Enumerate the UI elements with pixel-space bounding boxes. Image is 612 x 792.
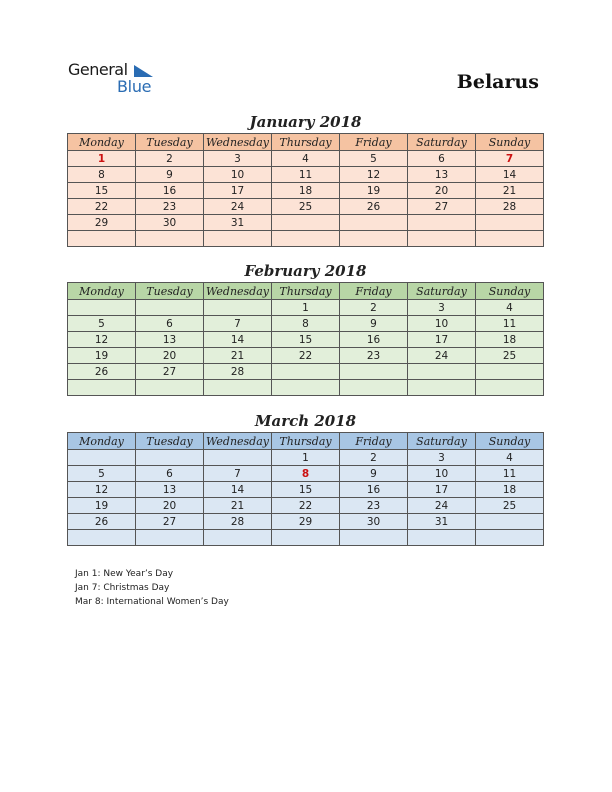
day-cell [136, 450, 204, 466]
day-cell [408, 231, 476, 247]
day-cell: 13 [136, 332, 204, 348]
day-cell: 25 [476, 498, 544, 514]
day-cell: 3 [408, 300, 476, 316]
day-cell [340, 530, 408, 546]
day-cell: 28 [476, 199, 544, 215]
day-cell: 1 [272, 450, 340, 466]
day-cell: 22 [272, 348, 340, 364]
calendar-table [67, 432, 544, 546]
day-cell [204, 450, 272, 466]
weekday-header-saturday: Saturday [408, 134, 476, 151]
day-cell: 4 [476, 300, 544, 316]
day-cell: 5 [68, 466, 136, 482]
weekday-header-friday: Friday [340, 433, 408, 450]
day-cell [272, 231, 340, 247]
day-cell [408, 364, 476, 380]
day-cell: 4 [272, 151, 340, 167]
weekday-header-friday: Friday [340, 134, 408, 151]
day-cell: 18 [476, 332, 544, 348]
brand-logo [68, 60, 168, 96]
weekday-header-wednesday: Wednesday [204, 433, 272, 450]
month-february [67, 261, 544, 396]
week-row [68, 380, 544, 396]
day-cell: 24 [408, 348, 476, 364]
day-cell: 2 [340, 300, 408, 316]
day-cell: 12 [340, 167, 408, 183]
holiday-note: Jan 1: New Year’s Day [75, 569, 174, 579]
day-cell: 18 [476, 482, 544, 498]
day-cell: 14 [476, 167, 544, 183]
day-cell [476, 231, 544, 247]
day-cell: 31 [204, 215, 272, 231]
day-cell: 28 [204, 514, 272, 530]
weekday-header-sunday: Sunday [476, 134, 544, 151]
day-cell: 10 [408, 466, 476, 482]
day-cell: 22 [272, 498, 340, 514]
day-cell: 13 [136, 482, 204, 498]
day-cell: 16 [136, 183, 204, 199]
day-cell: 10 [408, 316, 476, 332]
weekday-header-monday: Monday [68, 134, 136, 151]
day-cell [340, 364, 408, 380]
day-cell: 21 [204, 348, 272, 364]
day-cell: 4 [476, 450, 544, 466]
day-cell: 26 [68, 514, 136, 530]
week-row [68, 466, 544, 482]
day-cell: 2 [340, 450, 408, 466]
logo-word-blue: Blue [117, 77, 152, 96]
day-cell: 17 [204, 183, 272, 199]
day-cell: 5 [68, 316, 136, 332]
day-cell: 23 [340, 498, 408, 514]
weekday-header-row [68, 134, 544, 151]
day-cell: 8 [68, 167, 136, 183]
month-january [67, 112, 544, 247]
calendar-body [68, 450, 544, 546]
day-cell: 16 [340, 482, 408, 498]
day-cell: 19 [68, 348, 136, 364]
week-row [68, 348, 544, 364]
day-cell: 1 [68, 151, 136, 167]
day-cell: 27 [136, 364, 204, 380]
day-cell: 9 [136, 167, 204, 183]
day-cell: 20 [136, 348, 204, 364]
calendar-body [68, 300, 544, 396]
day-cell [136, 530, 204, 546]
day-cell [68, 450, 136, 466]
day-cell [204, 530, 272, 546]
day-cell: 7 [204, 316, 272, 332]
week-row [68, 514, 544, 530]
holiday-notes [75, 567, 229, 609]
day-cell [272, 530, 340, 546]
day-cell: 28 [204, 364, 272, 380]
day-cell [68, 380, 136, 396]
day-cell: 1 [272, 300, 340, 316]
day-cell: 14 [204, 482, 272, 498]
day-cell: 2 [136, 151, 204, 167]
day-cell: 8 [272, 316, 340, 332]
logo-word-general: General [68, 60, 128, 79]
day-cell: 26 [68, 364, 136, 380]
day-cell: 25 [476, 348, 544, 364]
day-cell [476, 514, 544, 530]
day-cell: 20 [136, 498, 204, 514]
logo-triangle-icon [132, 64, 154, 78]
day-cell: 23 [340, 348, 408, 364]
weekday-header-thursday: Thursday [272, 134, 340, 151]
day-cell [68, 231, 136, 247]
day-cell: 24 [204, 199, 272, 215]
week-row [68, 498, 544, 514]
day-cell: 21 [476, 183, 544, 199]
day-cell [408, 530, 476, 546]
month-title: February 2018 [244, 262, 367, 280]
day-cell: 12 [68, 332, 136, 348]
weekday-header-saturday: Saturday [408, 283, 476, 300]
day-cell [68, 300, 136, 316]
weekday-header-thursday: Thursday [272, 433, 340, 450]
day-cell: 25 [272, 199, 340, 215]
day-cell: 13 [408, 167, 476, 183]
day-cell: 15 [68, 183, 136, 199]
month-title: January 2018 [249, 113, 362, 131]
day-cell: 6 [408, 151, 476, 167]
day-cell [204, 300, 272, 316]
day-cell [476, 215, 544, 231]
calendar-table [67, 282, 544, 396]
week-row [68, 450, 544, 466]
day-cell [340, 380, 408, 396]
day-cell [272, 215, 340, 231]
week-row [68, 183, 544, 199]
weekday-header-saturday: Saturday [408, 433, 476, 450]
weekday-header-friday: Friday [340, 283, 408, 300]
day-cell [68, 530, 136, 546]
week-row [68, 300, 544, 316]
day-cell [408, 215, 476, 231]
day-cell [340, 215, 408, 231]
weekday-header-monday: Monday [68, 433, 136, 450]
weekday-header-tuesday: Tuesday [136, 283, 204, 300]
day-cell: 11 [272, 167, 340, 183]
day-cell: 7 [204, 466, 272, 482]
week-row [68, 151, 544, 167]
weekday-header-thursday: Thursday [272, 283, 340, 300]
day-cell: 27 [408, 199, 476, 215]
day-cell: 15 [272, 332, 340, 348]
day-cell [408, 380, 476, 396]
day-cell: 3 [408, 450, 476, 466]
weekday-header-wednesday: Wednesday [204, 134, 272, 151]
weekday-header-wednesday: Wednesday [204, 283, 272, 300]
day-cell [476, 530, 544, 546]
day-cell: 11 [476, 466, 544, 482]
day-cell: 9 [340, 316, 408, 332]
week-row [68, 199, 544, 215]
week-row [68, 167, 544, 183]
weekday-header-sunday: Sunday [476, 433, 544, 450]
day-cell: 19 [68, 498, 136, 514]
weekday-header-row [68, 433, 544, 450]
day-cell: 31 [408, 514, 476, 530]
weekday-header-monday: Monday [68, 283, 136, 300]
day-cell: 5 [340, 151, 408, 167]
day-cell: 16 [340, 332, 408, 348]
day-cell: 14 [204, 332, 272, 348]
day-cell: 17 [408, 332, 476, 348]
day-cell: 30 [136, 215, 204, 231]
day-cell: 30 [340, 514, 408, 530]
month-title: March 2018 [254, 412, 357, 430]
week-row [68, 231, 544, 247]
day-cell [136, 380, 204, 396]
day-cell: 19 [340, 183, 408, 199]
day-cell: 15 [272, 482, 340, 498]
day-cell: 8 [272, 466, 340, 482]
week-row [68, 482, 544, 498]
day-cell: 20 [408, 183, 476, 199]
week-row [68, 316, 544, 332]
day-cell: 6 [136, 316, 204, 332]
day-cell [272, 364, 340, 380]
day-cell: 3 [204, 151, 272, 167]
day-cell [204, 231, 272, 247]
holiday-note: Mar 8: International Women’s Day [75, 597, 229, 607]
day-cell: 29 [68, 215, 136, 231]
week-row [68, 364, 544, 380]
weekday-header-tuesday: Tuesday [136, 134, 204, 151]
day-cell [136, 231, 204, 247]
day-cell [476, 364, 544, 380]
day-cell: 17 [408, 482, 476, 498]
day-cell: 29 [272, 514, 340, 530]
day-cell: 27 [136, 514, 204, 530]
day-cell: 26 [340, 199, 408, 215]
week-row [68, 530, 544, 546]
day-cell: 6 [136, 466, 204, 482]
day-cell: 10 [204, 167, 272, 183]
day-cell [476, 380, 544, 396]
weekday-header-row [68, 283, 544, 300]
day-cell: 11 [476, 316, 544, 332]
day-cell [272, 380, 340, 396]
country-title: Belarus [456, 71, 539, 93]
calendar-body [68, 151, 544, 247]
day-cell [204, 380, 272, 396]
week-row [68, 215, 544, 231]
day-cell: 24 [408, 498, 476, 514]
day-cell: 18 [272, 183, 340, 199]
calendar-table [67, 133, 544, 247]
day-cell: 22 [68, 199, 136, 215]
day-cell: 7 [476, 151, 544, 167]
day-cell: 21 [204, 498, 272, 514]
week-row [68, 332, 544, 348]
weekday-header-sunday: Sunday [476, 283, 544, 300]
day-cell [136, 300, 204, 316]
day-cell: 12 [68, 482, 136, 498]
month-march [67, 411, 544, 546]
holiday-note: Jan 7: Christmas Day [75, 583, 170, 593]
day-cell: 9 [340, 466, 408, 482]
day-cell [340, 231, 408, 247]
weekday-header-tuesday: Tuesday [136, 433, 204, 450]
day-cell: 23 [136, 199, 204, 215]
